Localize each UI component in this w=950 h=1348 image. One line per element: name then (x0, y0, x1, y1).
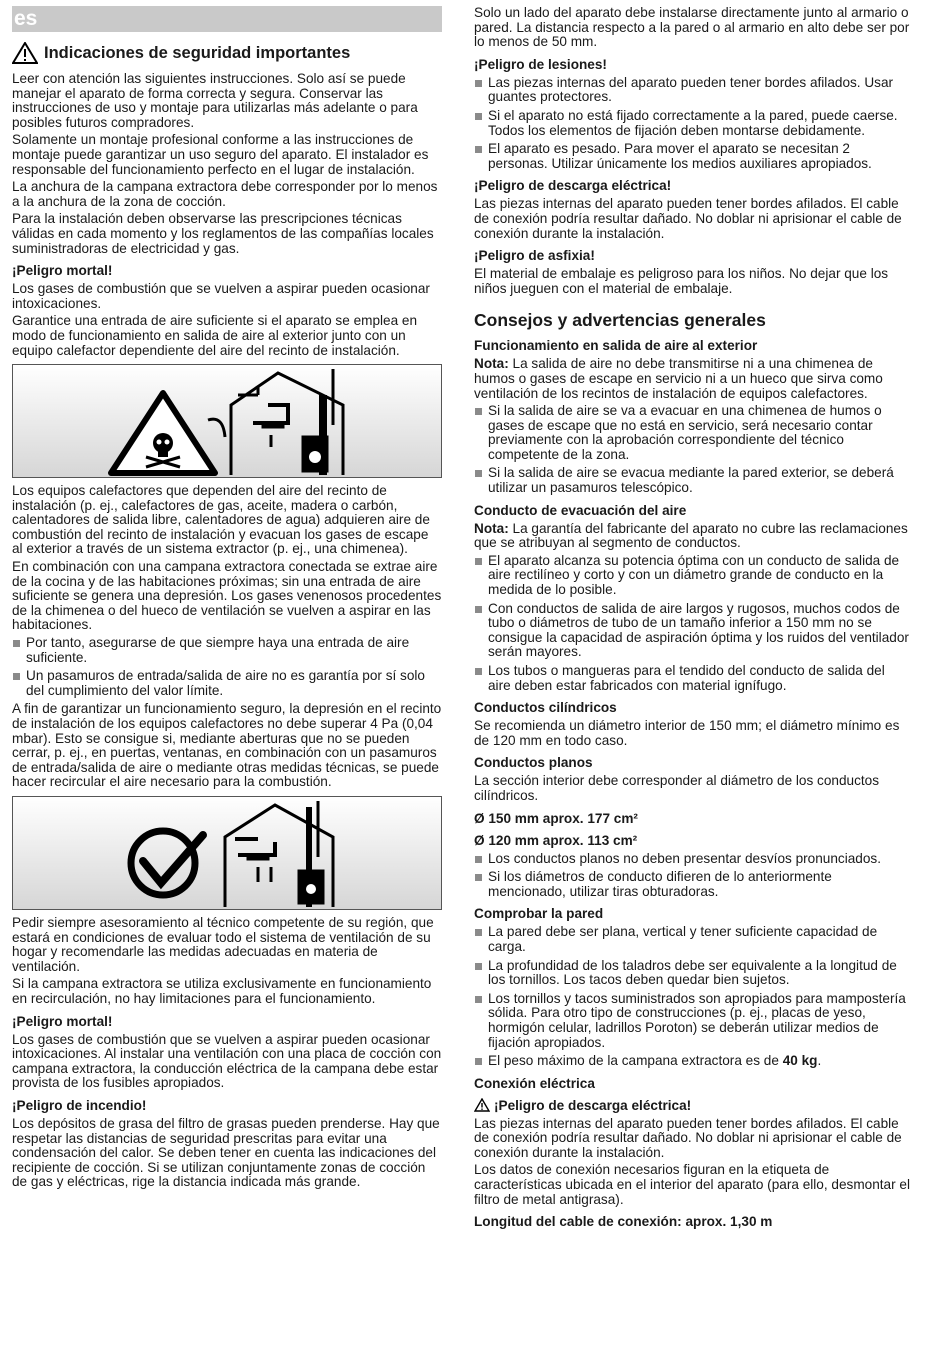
note-text: La salida de aire no debe transmitirse ni a una chimenea de humos o gases de escape en servicio ni a un hueco que sirva como ventilación de los recintos de instalación de equipos calefactores. (474, 356, 883, 401)
paragraph: En combinación con una campana extractora conectada se extrae aire de la cocina y de las habitaciones próximas; sin una entrada de aire suficiente se genera una depresión. Los gases venenosos procedentes de la chimenea o del hueco de ventilación se vuelven a aspirar en las habitaciones. (12, 559, 442, 633)
dimension-line: Ø 150 mm aprox. 177 cm² (474, 810, 638, 826)
paragraph: La sección interior debe corresponder al diámetro de los conductos cilíndricos. (474, 773, 880, 803)
weight-text: El peso máximo de la campana extractora es de (488, 1053, 783, 1069)
list-item: Los tornillos y tacos suministrados son apropiados para mampostería sólida. Para otro tipo de construcciones (p. ej., placas de yeso, hormigón celular, ladrillos Poroton) se deberán utilizar medios de fijación apropiados. (474, 992, 910, 1050)
list-item: Las piezas internas del aparato pueden tener bordes afilados. Usar guantes protectores. (474, 76, 910, 105)
note-text: La garantía del fabricante del aparato no cubre las reclamaciones que se atribuyan al segmento de conductos. (474, 520, 908, 551)
bullet-list (474, 925, 910, 1068)
house-icon (231, 369, 343, 475)
list-item: Si la salida de aire se va a evacuar en una chimenea de humos o gases de escape que no está en servicio, será necesario contar previamente con la aprobación correspondiente del técnico competente de la zona. (474, 404, 910, 462)
bullet-list (474, 554, 910, 693)
left-column (12, 6, 442, 1193)
list-item: El aparato es pesado. Para mover el aparato se necesitan 2 personas. Utilizar únicamente los medios auxiliares apropiados. (474, 142, 910, 171)
skull-warning-icon (111, 393, 215, 473)
paragraph: Se recomienda un diámetro interior de 150 mm; el diámetro mínimo es de 120 mm en todo caso. (474, 718, 900, 748)
subsection-heading: Conductos cilíndricos (474, 700, 617, 716)
list-item (474, 1054, 910, 1069)
bullet-list (474, 852, 910, 900)
warning-heading: ¡Peligro de incendio! (12, 1097, 147, 1113)
poison-warning-illustration (12, 364, 442, 478)
dimension-line: Ø 120 mm aprox. 113 cm² (474, 832, 638, 848)
list-item: El aparato alcanza su potencia óptima con un conducto de salida de aire rectilíneo y corto y con un diámetro grande de conducto en la medida de lo posible. (474, 554, 910, 598)
warning-heading-text: ¡Peligro de descarga eléctrica! (494, 1097, 692, 1113)
list-item: Por tanto, asegurarse de que siempre haya una entrada de aire suficiente. (12, 636, 442, 665)
paragraph: Solamente un montaje profesional conforme a las instrucciones de montaje puede garantizar un uso seguro del aparato. El instalador es responsable del funcionamiento perfecto en el lugar de instalación. (12, 132, 429, 177)
paragraph: Para la instalación deben observarse las prescripciones técnicas válidas en cada momento y los reglamentos de las compañías locales suministradoras de electricidad y gas. (12, 211, 434, 256)
subsection-heading: Conductos planos (474, 755, 593, 771)
list-item: La profundidad de los taladros debe ser equivalente a la longitud de los tornillos. Los tacos deben quedar bien sujetos. (474, 959, 910, 988)
list-item: La pared debe ser plana, vertical y tener suficiente capacidad de carga. (474, 925, 910, 954)
paragraph: A fin de garantizar un funcionamiento seguro, la depresión en el recinto de instalación de los equipos calefactores no debe superar 4 Pa (0,04 mbar). Esto se consigue si, mediante aberturas que no se pueden cerrar, p. ej., en puertas, ventanas, en combinación con un pasamuros de entrada/salida de aire o mediante otras medidas técnicas, se puede hacer recircular el aire necesario para la combustión. (12, 701, 442, 790)
paragraph: Los gases de combustión que se vuelven a aspirar pueden ocasionar intoxicaciones. Al instalar una ventilación con una placa de cocción con campana extractora, la conducción eléctrica de la campana debe estar provista de los fusibles apropiados. (12, 1031, 442, 1091)
warning-heading: ¡Peligro de asfixia! (474, 248, 595, 264)
paragraph: Garantice una entrada de aire suficiente si el aparato se emplea en modo de funcionamiento en salida de aire al exterior junto con un equipo calefactor dependiente del aire del recinto de instalación. (12, 313, 418, 358)
subsection-heading: Funcionamiento en salida de aire al exterior (474, 338, 758, 354)
warning-heading: ¡Peligro de descarga eléctrica! (474, 178, 672, 194)
list-item: Si los diámetros de conducto difieren de lo anteriormente mencionado, utilizar tiras obturadoras. (474, 870, 910, 899)
list-item: Los tubos o mangueras para el tendido del conducto de salida del aire deben estar fabricados con material ignífugo. (474, 664, 910, 693)
language-header: es (12, 6, 442, 32)
warning-heading (474, 1098, 910, 1113)
subsection-heading: Conexión eléctrica (474, 1075, 595, 1091)
cable-length: Longitud del cable de conexión: aprox. 1,30 m (474, 1214, 773, 1230)
paragraph: Si la campana extractora se utiliza exclusivamente en funcionamiento en recirculación, no hay limitaciones para el funcionamiento. (12, 976, 432, 1006)
section-title (12, 42, 442, 64)
paragraph: Pedir siempre asesoramiento al técnico competente de su región, que estará en condiciones de evaluar todo el sistema de ventilación de su hogar y recomendarle las medidas adecuadas en materia de ventilación. (12, 914, 434, 974)
bullet-list (12, 636, 442, 698)
list-item: Con conductos de salida de aire largos y rugosos, muchos codos de tubo o diámetros de tubo de un tamaño inferior a 150 mm no se consigue la capacidad de aspiración óptima y los ruidos del ventilador serán mayores. (474, 602, 910, 660)
subsection-heading: Comprobar la pared (474, 906, 604, 922)
subsection-heading: Conducto de evacuación del aire (474, 502, 687, 518)
checkmark-icon (131, 831, 203, 895)
paragraph: Solo un lado del aparato debe instalarse directamente junto al armario o pared. La distancia respecto a la pared o al armario en alto debe ser por lo menos de 50 mm. (474, 5, 910, 50)
paragraph: Las piezas internas del aparato pueden tener bordes afilados. El cable de conexión podría resultar dañado. No doblar ni aprisionar el cable de conexión durante la instalación. (474, 196, 902, 241)
section-heading: Consejos y advertencias generales (474, 310, 766, 331)
paragraph: Las piezas internas del aparato pueden tener bordes afilados. El cable de conexión podría resultar dañado. No doblar ni aprisionar el cable de conexión durante la instalación. (474, 1115, 902, 1160)
list-item: Si el aparato no está fijado correctamente a la pared, puede caerse. Todos los elementos de fijación deben montarse debidamente. (474, 109, 910, 138)
house-icon (225, 801, 333, 907)
paragraph: Los depósitos de grasa del filtro de grasas pueden prenderse. Hay que respetar las distancias de seguridad prescritas para evitar una condensación del calor. Se deben tener en cuenta las indicaciones del recipiente de cocción. Si se utilizan conjuntamente zonas de cocción de gas y eléctricas, rige la distancia indicada más grande. (12, 1115, 440, 1190)
paragraph: La anchura de la campana extractora debe corresponder por lo menos a la anchura de la zona de cocción. (12, 179, 438, 209)
paragraph: Los gases de combustión que se vuelven a aspirar pueden ocasionar intoxicaciones. (12, 281, 430, 311)
weight-end: . (817, 1053, 822, 1069)
paragraph: El material de embalaje es peligroso para los niños. No dejar que los niños jueguen con el material de embalaje. (474, 266, 889, 296)
note-paragraph (474, 357, 910, 401)
paragraph: Los datos de conexión necesarios figuran en la etiqueta de características ubicada en el interior del aparato (para ello, desmontar el filtro de metal antigrasa). (474, 1162, 910, 1207)
warning-triangle-icon (474, 1098, 490, 1112)
bullet-list (474, 404, 910, 496)
note-label: Nota: (474, 356, 509, 372)
bullet-list (474, 76, 910, 172)
warning-heading: ¡Peligro de lesiones! (474, 56, 607, 72)
note-label: Nota: (474, 520, 509, 536)
warning-heading: ¡Peligro mortal! (12, 263, 113, 279)
right-column (474, 6, 910, 1233)
weight-value: 40 kg (782, 1053, 818, 1069)
warning-heading: ¡Peligro mortal! (12, 1013, 113, 1029)
safe-installation-illustration (12, 796, 442, 910)
section-title-text: Indicaciones de seguridad importantes (44, 43, 351, 62)
paragraph: Leer con atención las siguientes instrucciones. Solo así se puede manejar el aparato de forma correcta y segura. Conservar las instrucciones de uso y montaje para utilizarlas más adelante o para posibles futuros compradores. (12, 71, 418, 130)
list-item: Los conductos planos no deben presentar desvíos pronunciados. (474, 852, 910, 867)
list-item: Un pasamuros de entrada/salida de aire no es garantía por sí solo del cumplimiento del valor límite. (12, 669, 442, 698)
paragraph: Los equipos calefactores que dependen del aire del recinto de instalación (p. ej., calefactores de gas, aceite, madera o carbón, calentadores de salida libre, calentadores de agua) adquieren aire de combustión del recinto de instalación y evacuan los gases de escape al exterior a través de un sistema extractor (p. ej., una chimenea). (12, 483, 430, 557)
list-item: Si la salida de aire se evacua mediante la pared exterior, se deberá utilizar un pasamuros telescópico. (474, 466, 910, 495)
note-paragraph (474, 522, 910, 551)
warning-triangle-icon (12, 42, 38, 64)
